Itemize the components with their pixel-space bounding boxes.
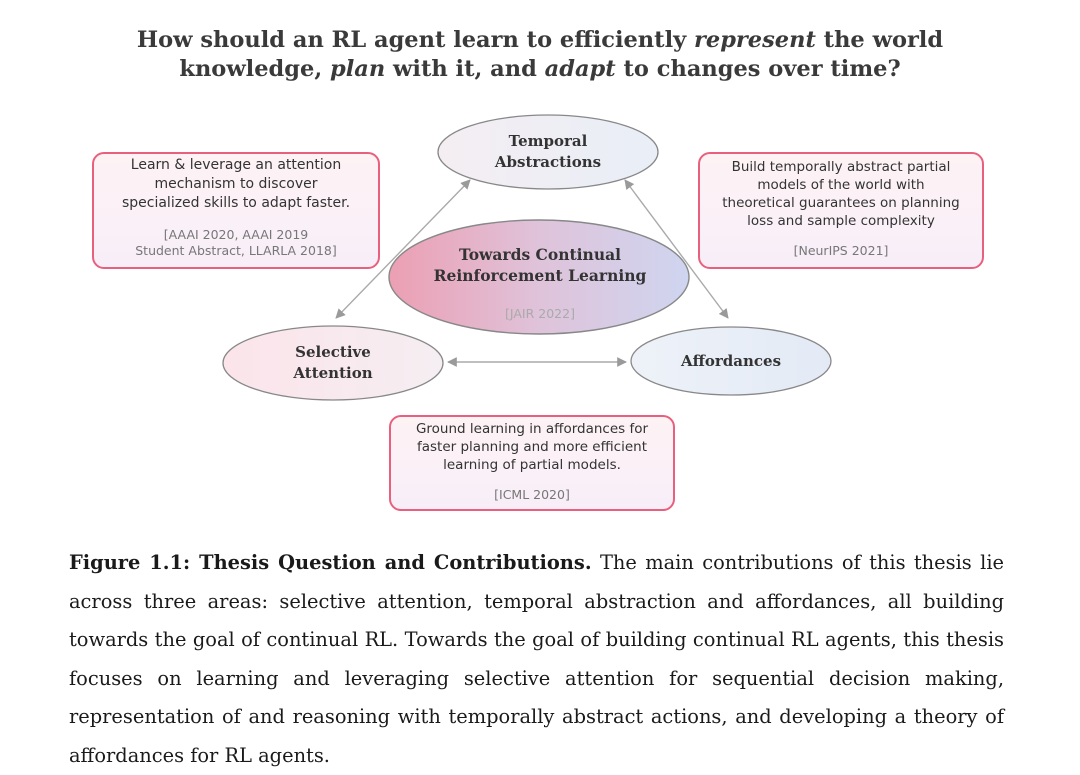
icml-citation: [ICML 2020] xyxy=(494,487,570,502)
temporal-box-line: loss and sample complexity xyxy=(747,213,935,229)
neurips-citation: [NeurIPS 2021] xyxy=(793,243,889,258)
attention-box-line: mechanism to discover xyxy=(154,176,318,192)
figure-caption xyxy=(69,544,1004,775)
affordances-box-line: learning of partial models. xyxy=(443,457,621,473)
attention-box-citation-1: [AAAI 2020, AAAI 2019 xyxy=(163,227,309,242)
affordances-box-line: faster planning and more efficient xyxy=(416,439,647,455)
affordances-contribution-box xyxy=(389,415,675,511)
temporal-box-line: models of the world with xyxy=(757,177,925,193)
temporal-box-line: Build temporally abstract partial xyxy=(731,159,951,175)
affordances-label: Affordances xyxy=(680,352,782,370)
caption-label: Figure 1.1: Thesis Question and Contributions. xyxy=(69,551,592,574)
temporal-abstractions-label: Temporal Abstractions xyxy=(494,132,602,171)
affordances-box-line: Ground learning in affordances for xyxy=(415,421,649,437)
attention-box-line: specialized skills to adapt faster. xyxy=(121,195,351,211)
attention-box-citation-2: Student Abstract, LLARLA 2018] xyxy=(135,243,337,258)
temporal-box-line: theoretical guarantees on planning xyxy=(722,195,960,211)
caption-text: The main contributions of this thesis lie across three areas: selective attention, temporal abstraction and affordances, all building towards the goal of continual RL. Towards the goal of building continual RL agents, this thesis focuses on learning and leveraging selective attention for sequential decision making, representation of and reasoning with temporally abstract actions, and developing a theory of affordances for RL agents. xyxy=(69,551,1004,767)
temporal-contribution-box xyxy=(698,152,984,269)
continual-rl-label: Towards Continual Reinforcement Learning xyxy=(433,245,647,285)
attention-contribution-box xyxy=(92,152,380,269)
jair-citation: [JAIR 2022] xyxy=(505,306,575,321)
heading-line-1: How should an RL agent learn to efficiently represent the world xyxy=(136,27,944,53)
selective-attention-label: Selective Attention xyxy=(293,343,373,382)
attention-box-line: Learn & leverage an attention xyxy=(130,157,342,173)
heading-line-2: knowledge, plan with it, and adapt to changes over time? xyxy=(179,56,901,82)
